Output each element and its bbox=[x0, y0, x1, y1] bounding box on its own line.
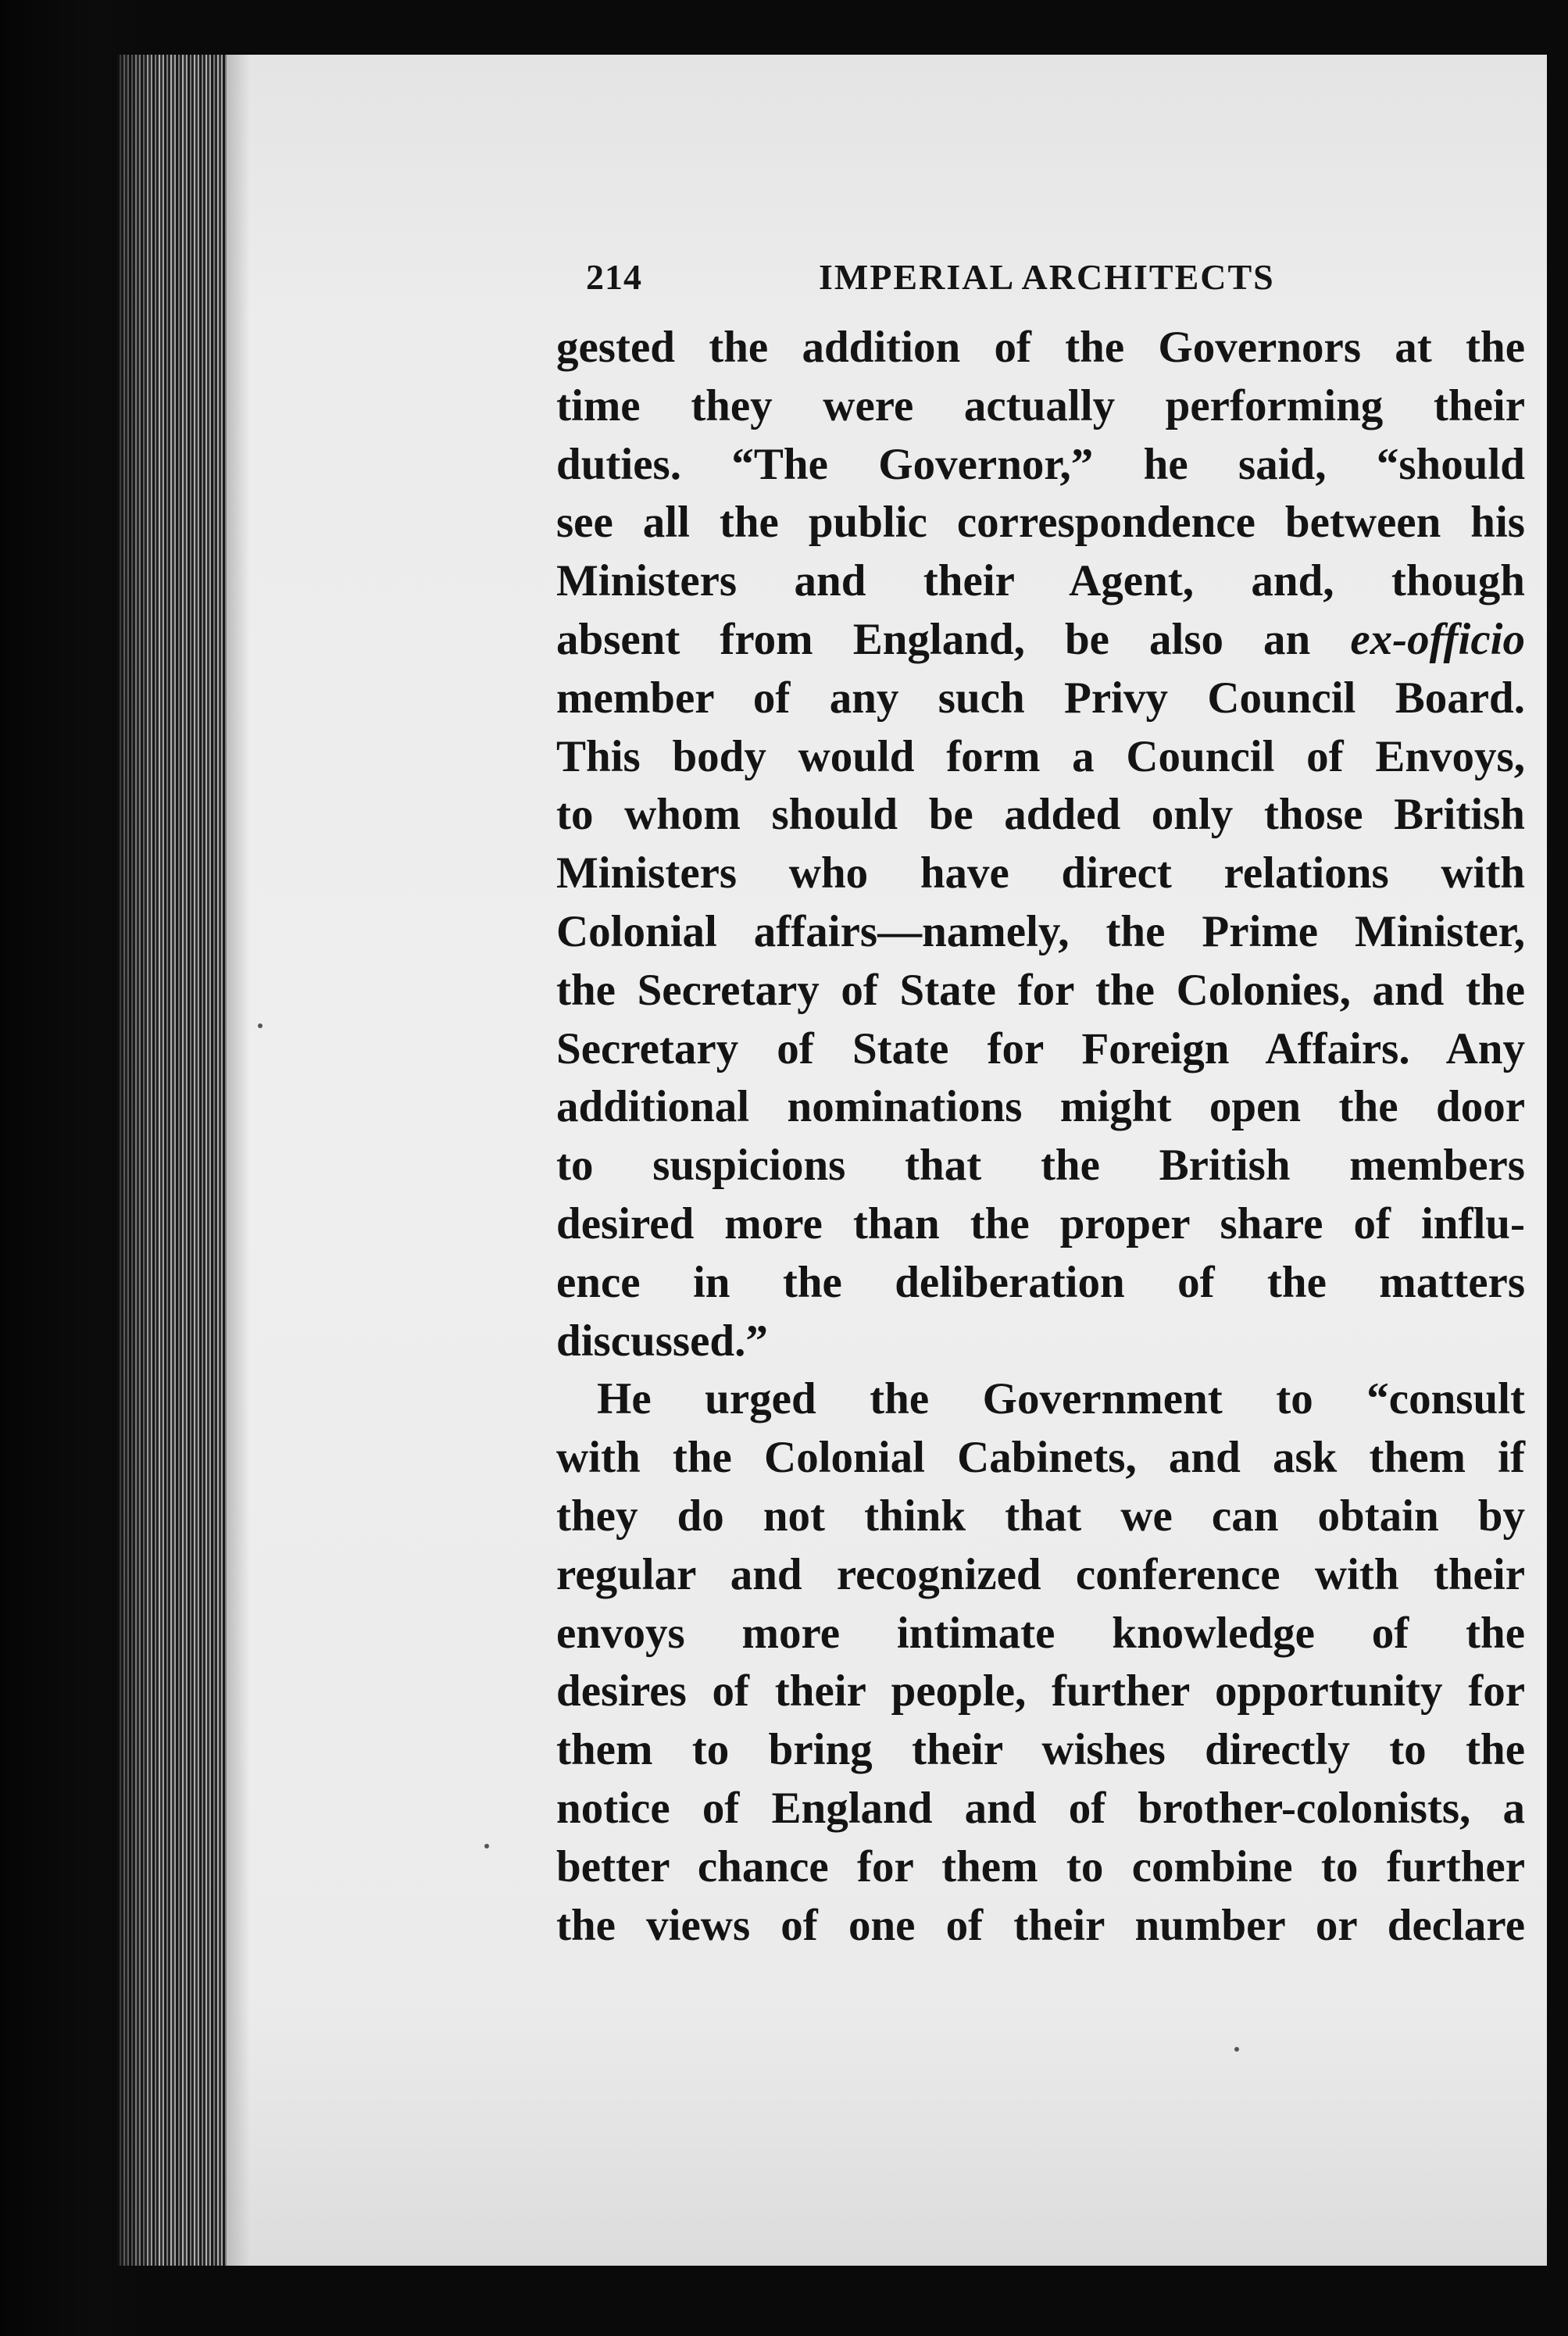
paragraph-1 bbox=[556, 319, 1525, 1370]
binding-shadow bbox=[0, 0, 156, 2336]
text-line: Colonial affairs—namely, the Prime Minister, bbox=[556, 906, 1525, 956]
italic-phrase: ex-officio bbox=[1350, 614, 1525, 664]
text-line: see all the public correspondence between his bbox=[556, 498, 1525, 548]
text-line: Ministers who have direct relations with bbox=[556, 848, 1525, 898]
text-line: duties. “The Governor,” he said, “should bbox=[556, 439, 1525, 489]
text-line: regular and recognized conference with their bbox=[556, 1549, 1525, 1599]
paper-speck bbox=[484, 1844, 489, 1848]
text-line: better chance for them to combine to further bbox=[556, 1841, 1525, 1891]
text-line-with-italic bbox=[556, 611, 1525, 670]
page-header bbox=[586, 256, 1539, 303]
page-fold-shadow bbox=[227, 55, 250, 2266]
text-line: desired more than the proper share of influ- bbox=[556, 1198, 1525, 1248]
text-line: the Secretary of State for the Colonies, and the bbox=[556, 965, 1525, 1015]
paragraph-2 bbox=[556, 1370, 1525, 1955]
page-number: 214 bbox=[586, 257, 642, 297]
text-line: they do not think that we can obtain by bbox=[556, 1491, 1525, 1541]
text-line: Ministers and their Agent, and, though bbox=[556, 556, 1525, 606]
text-line: with the Colonial Cabinets, and ask them if bbox=[556, 1433, 1525, 1483]
text-line: to whom should be added only those British bbox=[556, 790, 1525, 840]
text-line: envoys more intimate knowledge of the bbox=[556, 1608, 1525, 1658]
text-line: ence in the deliberation of the matters bbox=[556, 1257, 1525, 1307]
text-line: the views of one of their number or declare bbox=[556, 1900, 1525, 1950]
text-line-last: discussed.” bbox=[556, 1316, 768, 1366]
text-line: additional nominations might open the door bbox=[556, 1082, 1525, 1132]
paper-speck bbox=[258, 1023, 263, 1028]
paper-speck bbox=[1234, 2047, 1239, 2052]
text-line: notice of England and of brother-colonists, a bbox=[556, 1783, 1525, 1833]
text-segment: absent from England, be also an bbox=[556, 614, 1351, 664]
text-line: them to bring their wishes directly to the bbox=[556, 1725, 1525, 1775]
running-head: IMPERIAL ARCHITECTS bbox=[819, 257, 1275, 297]
text-line: member of any such Privy Council Board. bbox=[556, 673, 1525, 723]
text-line: to suspicions that the British members bbox=[556, 1141, 1525, 1191]
body-text bbox=[556, 319, 1525, 1955]
text-line: time they were actually performing their bbox=[556, 380, 1525, 430]
text-line: Secretary of State for Foreign Affairs. Any bbox=[556, 1023, 1525, 1073]
text-line: This body would form a Council of Envoys, bbox=[556, 731, 1525, 781]
text-line: desires of their people, further opportunity for bbox=[556, 1666, 1525, 1716]
text-line: gested the addition of the Governors at the bbox=[556, 323, 1525, 372]
text-line: He urged the Government to “consult bbox=[597, 1374, 1525, 1424]
